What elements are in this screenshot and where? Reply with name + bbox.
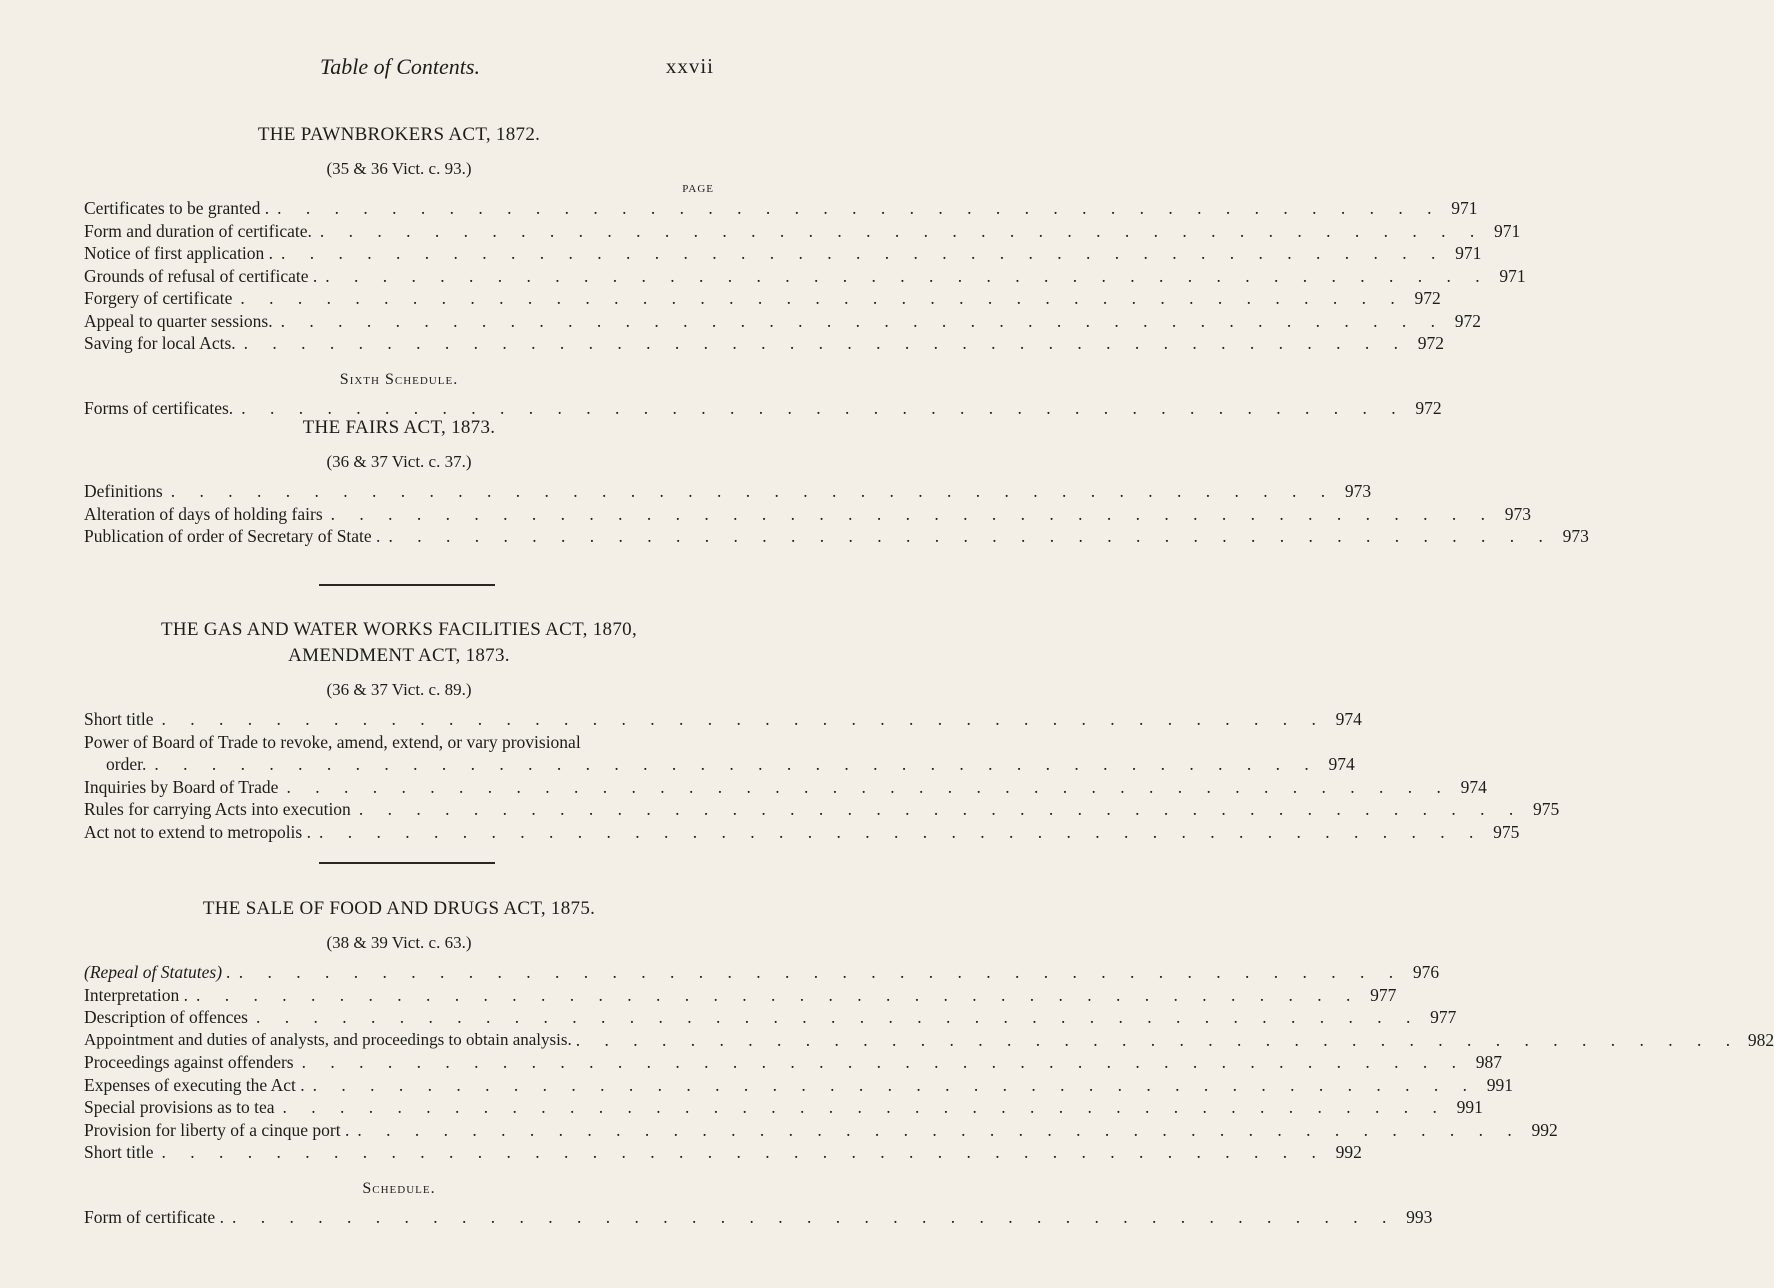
act-citation: (35 & 36 Vict. c. 93.) xyxy=(326,159,472,178)
toc-entry[interactable]: (Repeal of Statutes) . . . . . . . . . . . . . . . . . . . . . . . . . . . . . . . . . . . . . . . . . . 976 xyxy=(84,962,1440,982)
toc-entry[interactable]: Description of offences . . . . . . . . . . . . . . . . . . . . . . . . . . . . . . . . . . . . . . . . . 977 xyxy=(84,1007,1457,1027)
schedule-heading: Schedule. xyxy=(362,1179,436,1197)
toc-entry[interactable]: Appeal to quarter sessions. . . . . . . . . . . . . . . . . . . . . . . . . . . . . . . . . . . . . . . . . . 972 xyxy=(84,310,1481,331)
toc-entry[interactable]: Inquiries by Board of Trade . . . . . . . . . . . . . . . . . . . . . . . . . . . . . . . . . . . . . . . . . 974 xyxy=(84,776,1487,797)
act-citation: (36 & 37 Vict. c. 89.) xyxy=(326,680,472,699)
toc-entry[interactable]: Saving for local Acts. . . . . . . . . . . . . . . . . . . . . . . . . . . . . . . . . . . . . . . . . . 972 xyxy=(84,333,1445,353)
act-title-line-1: THE GAS AND WATER WORKS FACILITIES ACT, 1870, xyxy=(160,619,638,640)
toc-entry[interactable]: Short title . . . . . . . . . . . . . . . . . . . . . . . . . . . . . . . . . . . . . . . . . 992 xyxy=(84,1142,1362,1162)
toc-entry[interactable]: Appointment and duties of analysts, and proceedings to obtain analysis. . . . . . . . . . . . . . . . . . . . . . . . . . . . . . . . . . . . . . . . . . 982 xyxy=(84,1029,1774,1050)
running-head xyxy=(0,54,800,84)
schedule-heading: Sixth Schedule. xyxy=(339,370,459,388)
toc-list xyxy=(84,197,1526,355)
toc-entry[interactable]: Notice of first application . . . . . . . . . . . . . . . . . . . . . . . . . . . . . . . . . . . . . . . . . . 971 xyxy=(84,243,1482,263)
toc-entry[interactable]: Expenses of executing the Act . . . . . . . . . . . . . . . . . . . . . . . . . . . . . . . . . . . . . . . . . . 991 xyxy=(84,1074,1514,1095)
toc-entry[interactable]: Grounds of refusal of certificate . . . . . . . . . . . . . . . . . . . . . . . . . . . . . . . . . . . . . . . . . . 971 xyxy=(84,265,1526,286)
toc-entry[interactable]: Special provisions as to tea . . . . . . . . . . . . . . . . . . . . . . . . . . . . . . . . . . . . . . . . . 991 xyxy=(84,1097,1483,1117)
toc-entry[interactable]: Forgery of certificate . . . . . . . . . . . . . . . . . . . . . . . . . . . . . . . . . . . . . . . . . 972 xyxy=(84,288,1441,308)
toc-entry[interactable]: Forms of certificates. . . . . . . . . . . . . . . . . . . . . . . . . . . . . . . . . . . . . . . . . . 972 xyxy=(84,397,1442,418)
act-food-drugs xyxy=(84,896,1774,1228)
toc-entry[interactable]: Certificates to be granted . . . . . . . . . . . . . . . . . . . . . . . . . . . . . . . . . . . . . . . . . . 971 xyxy=(84,198,1478,218)
schedule-list xyxy=(84,1206,1433,1229)
act-gas-water xyxy=(84,617,1560,843)
toc-entry[interactable]: Rules for carrying Acts into execution . . . . . . . . . . . . . . . . . . . . . . . . . . . . . . . . . . . . . . . . . 975 xyxy=(84,799,1560,819)
toc-entry-text: Power of Board of Trade to revoke, amend, extend, or vary provisional xyxy=(84,731,581,752)
toc-entry[interactable]: Interpretation . . . . . . . . . . . . . . . . . . . . . . . . . . . . . . . . . . . . . . . . . . 977 xyxy=(84,984,1397,1005)
toc-entry[interactable]: Short title . . . . . . . . . . . . . . . . . . . . . . . . . . . . . . . . . . . . . . . . . 974 xyxy=(84,709,1362,729)
act-fairs xyxy=(84,415,1589,548)
act-title: THE FAIRS ACT, 1873. xyxy=(302,417,496,438)
act-pawnbrokers xyxy=(84,122,1526,419)
toc-list xyxy=(84,708,1560,843)
toc-entry[interactable]: Alteration of days of holding fairs . . . . . . . . . . . . . . . . . . . . . . . . . . . . . . . . . . . . . . . . . 973 xyxy=(84,503,1532,524)
act-title: THE SALE OF FOOD AND DRUGS ACT, 1875. xyxy=(202,898,596,919)
toc-entry[interactable]: Form and duration of certificate. . . . . . . . . . . . . . . . . . . . . . . . . . . . . . . . . . . . . . . . . . 971 xyxy=(84,220,1521,241)
toc-entry-wrapped[interactable]: Power of Board of Trade to revoke, amend, extend, or vary provisional order. . . . . . . . . . . . . . . . . . . . . . . . . . . . . . . . . . . . . . . . . . 974 xyxy=(84,731,1355,774)
section-divider xyxy=(319,584,495,586)
act-citation: (36 & 37 Vict. c. 37.) xyxy=(326,452,472,471)
toc-list xyxy=(84,961,1774,1164)
toc-list xyxy=(84,480,1589,548)
toc-entry[interactable]: Proceedings against offenders . . . . . . . . . . . . . . . . . . . . . . . . . . . . . . . . . . . . . . . . . 987 xyxy=(84,1052,1502,1072)
act-title: THE PAWNBROKERS ACT, 1872. xyxy=(257,124,541,145)
running-title: Table of Contents. xyxy=(320,54,480,79)
toc-entry[interactable]: Definitions . . . . . . . . . . . . . . . . . . . . . . . . . . . . . . . . . . . . . . . . . 973 xyxy=(84,481,1372,501)
act-title-line-2: AMENDMENT ACT, 1873. xyxy=(288,645,510,666)
page-column-label: PAGE xyxy=(682,183,714,195)
toc-entry[interactable]: Publication of order of Secretary of State . . . . . . . . . . . . . . . . . . . . . . . . . . . . . . . . . . . . . . . . . . 973 xyxy=(84,526,1589,546)
toc-entry[interactable]: Act not to extend to metropolis . . . . . . . . . . . . . . . . . . . . . . . . . . . . . . . . . . . . . . . . . . 975 xyxy=(84,821,1520,842)
section-divider xyxy=(319,862,495,864)
act-citation: (38 & 39 Vict. c. 63.) xyxy=(326,933,472,952)
page-number: xxvii xyxy=(665,54,714,78)
toc-entry[interactable]: Provision for liberty of a cinque port . . . . . . . . . . . . . . . . . . . . . . . . . . . . . . . . . . . . . . . . . . 992 xyxy=(84,1119,1558,1140)
toc-entry[interactable]: Form of certificate . . . . . . . . . . . . . . . . . . . . . . . . . . . . . . . . . . . . . . . . . . 993 xyxy=(84,1206,1433,1227)
